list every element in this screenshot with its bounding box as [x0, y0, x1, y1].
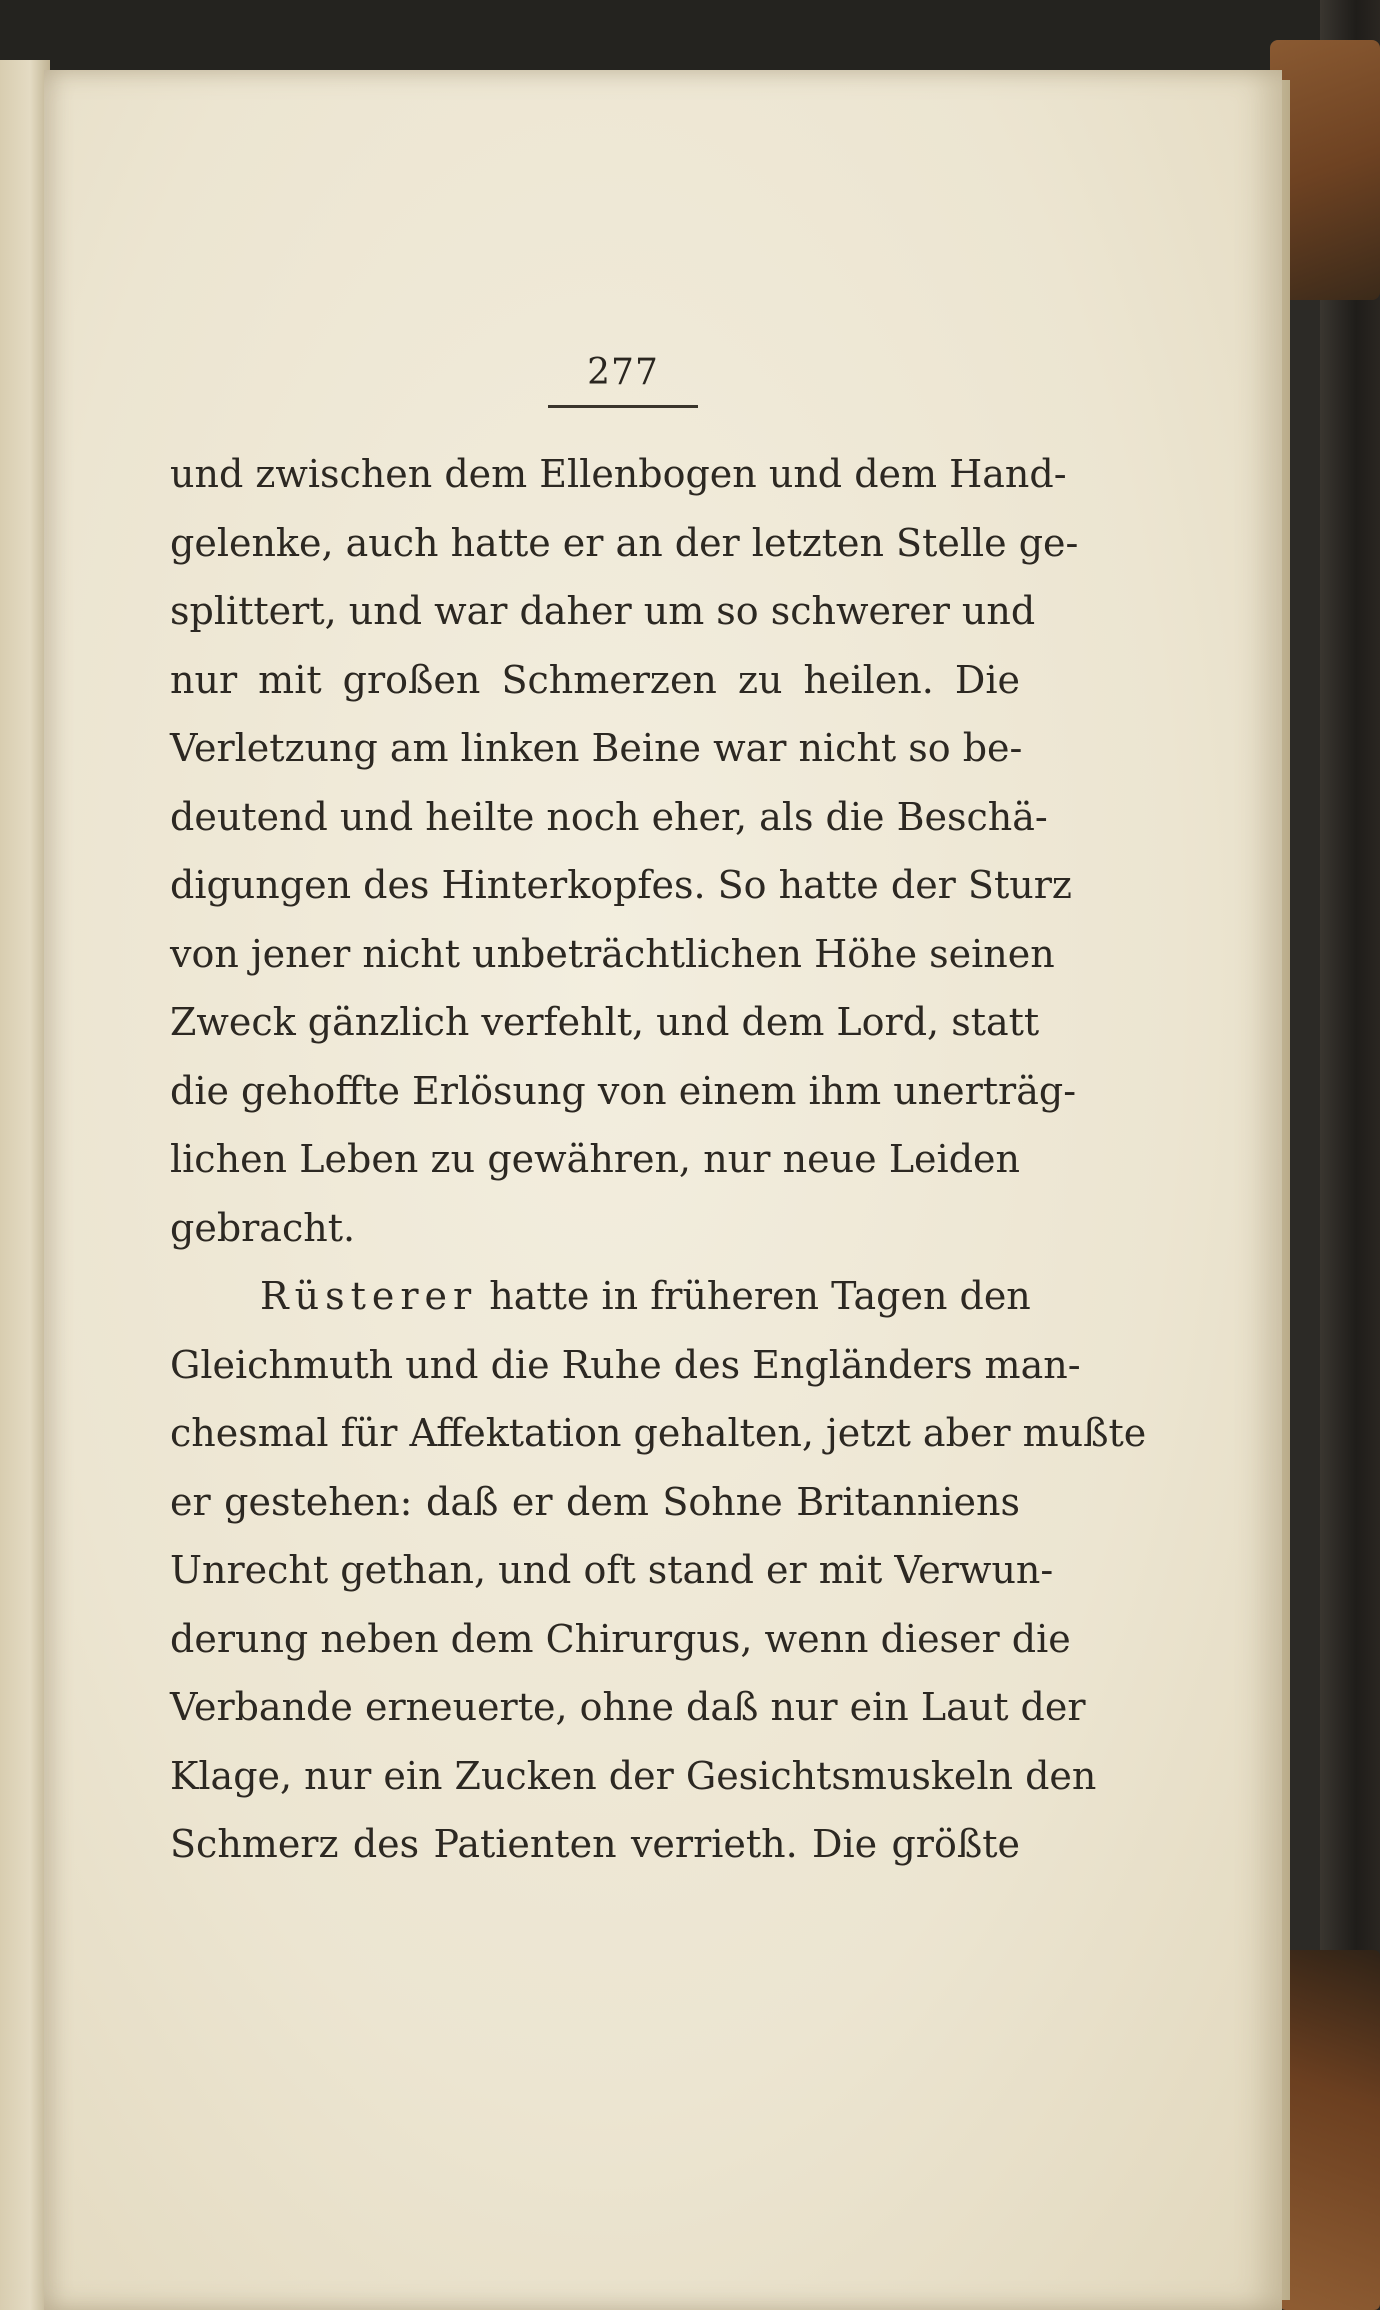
- text-line: Zweck gänzlich verfehlt, und dem Lord, statt: [170, 1000, 1040, 1044]
- leather-corner-bottom: [1280, 1950, 1380, 2310]
- text-line: Schmerz des Patienten verrieth. Die größte: [170, 1822, 1020, 1866]
- paragraph-start-line: [170, 1262, 1031, 1331]
- left-page-edge: [0, 60, 50, 2310]
- text-line: Verbande erneuerte, ohne daß nur ein Laut der: [170, 1685, 1086, 1729]
- text-line: lichen Leben zu gewähren, nur neue Leiden: [170, 1137, 1020, 1181]
- emphasized-name: Rüsterer: [260, 1274, 478, 1318]
- page-number: 277: [587, 352, 659, 393]
- page-number-rule: [548, 405, 698, 408]
- text-line: gelenke, auch hatte er an der letzten Stelle ge-: [170, 520, 1079, 565]
- text-line: deutend und heilte noch eher, als die Beschä-: [170, 794, 1048, 839]
- book-cover-top: [0, 0, 1380, 70]
- text-line: nur mit großen Schmerzen zu heilen. Die: [170, 657, 1020, 702]
- text-line: splittert, und war daher um so schwerer und: [170, 589, 1036, 633]
- text-line: Verletzung am linken Beine war nicht so be-: [170, 726, 1023, 770]
- text-line: Unrecht gethan, und oft stand er mit Verwun-: [170, 1548, 1054, 1592]
- text-line: Gleichmuth und die Ruhe des Engländers man-: [170, 1342, 1081, 1387]
- text-line: derung neben dem Chirurgus, wenn dieser die: [170, 1616, 1071, 1661]
- text-line: von jener nicht unbeträchtlichen Höhe seinen: [170, 931, 1055, 976]
- text-line: er gestehen: daß er dem Sohne Britanniens: [170, 1479, 1020, 1524]
- text-line: gebracht.: [170, 1205, 356, 1250]
- text-line: Klage, nur ein Zucken der Gesichtsmuskeln den: [170, 1753, 1097, 1798]
- text-line: chesmal für Affektation gehalten, jetzt aber mußte: [170, 1411, 1147, 1455]
- body-text: [170, 440, 1147, 1879]
- text-fragment: hatte in früheren Tagen den: [489, 1274, 1031, 1318]
- text-line: die gehoffte Erlösung von einem ihm unerträg-: [170, 1068, 1077, 1113]
- text-line: und zwischen dem Ellenbogen und dem Hand-: [170, 452, 1067, 496]
- text-line: digungen des Hinterkopfes. So hatte der Sturz: [170, 863, 1072, 907]
